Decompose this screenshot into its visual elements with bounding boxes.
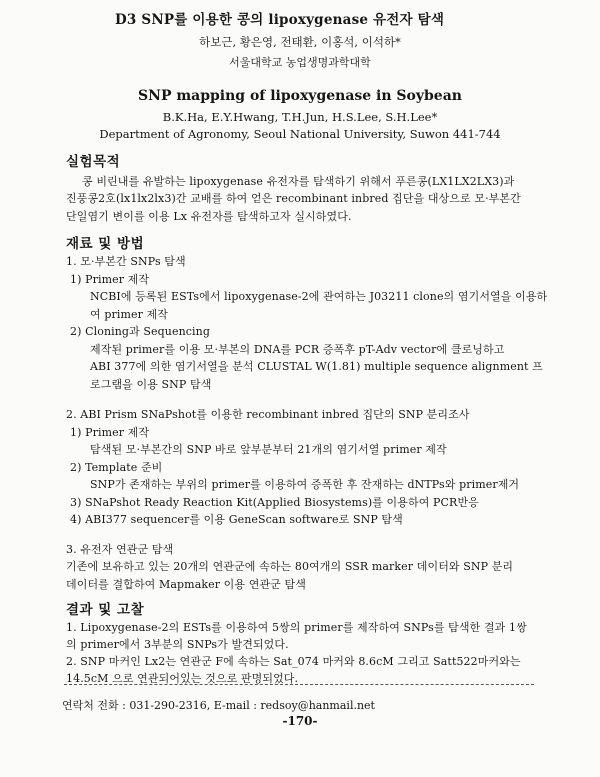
methods-line: 2) Cloning과 Sequencing (70, 325, 210, 338)
methods-line: 1) Primer 제작 (70, 426, 150, 439)
purpose-line: 콩 비린내를 유발하는 lipoxygenase 유전자를 탐색하기 위해서 푸른콩(LX1LX2LX3)과 (82, 175, 515, 188)
purpose-line: 진풍콩2호(lx1lx2lx3)간 교배를 하여 얻은 recombinant inbred 집단을 대상으로 모·부본간 (66, 192, 521, 205)
results-line: 의 primer에서 3부분의 SNPs가 발견되었다. (66, 638, 289, 651)
page-number: -170- (282, 714, 318, 728)
methods-line: 3. 유전자 연관군 탐색 (66, 543, 174, 556)
paper-title-korean: D3 SNP를 이용한 콩의 lipoxygenase 유전자 탐색 (115, 12, 445, 28)
methods-line: 3) SNaPshot Ready Reaction Kit(Applied Biosystems)를 이용하여 PCR반응 (70, 496, 479, 509)
authors-korean: 하보근, 황은영, 전태환, 이홍석, 이석하* (199, 35, 401, 49)
methods-line: 로그램을 이용 SNP 탐색 (90, 378, 212, 391)
affiliation-korean: 서울대학교 농업생명과학대학 (229, 56, 371, 69)
methods-heading: 재료 및 방법 (66, 236, 145, 252)
methods-line: 탐색된 모·부본간의 SNP 바로 앞부분부터 21개의 염기서열 primer 제작 (90, 443, 447, 456)
methods-line: 2) Template 준비 (70, 461, 163, 474)
purpose-line: 단일염기 변이를 이용 Lx 유전자를 탐색하고자 실시하였다. (66, 210, 352, 223)
results-line: 2. SNP 마커인 Lx2는 연관군 F에 속하는 Sat_074 마커와 8.6cM 그리고 Satt522마커와는 (66, 655, 521, 668)
methods-line: NCBI에 등록된 ESTs에서 lipoxygenase-2에 관여하는 J03211 clone의 염기서열을 이용하 (90, 290, 548, 303)
paper-title-english: SNP mapping of lipoxygenase in Soybean (138, 88, 462, 104)
methods-line: 4) ABI377 sequencer를 이용 GeneScan software로 SNP 탐색 (70, 513, 403, 526)
results-heading: 결과 및 고찰 (66, 602, 145, 618)
methods-line: 여 primer 제작 (90, 308, 168, 321)
methods-line: 기존에 보유하고 있는 20개의 연관군에 속하는 80여개의 SSR marker 데이터와 SNP 분리 (66, 560, 514, 573)
results-line: 14.5cM 으로 연관되어있는 것으로 판명되었다. (66, 672, 299, 685)
contact-info: 연락처 전화 : 031-290-2316, E-mail : redsoy@hanmail.net (62, 699, 375, 712)
methods-line: 데이터를 결합하여 Mapmaker 이용 연관군 탐색 (66, 578, 306, 591)
methods-line: 1. 모·부본간 SNPs 탐색 (66, 255, 186, 268)
methods-line: SNP가 존재하는 부위의 primer를 이용하여 증폭한 후 잔재하는 dNTPs와 primer제거 (90, 478, 520, 491)
footer-divider (64, 684, 534, 685)
purpose-heading: 실험목적 (66, 154, 121, 170)
methods-line: ABI 377에 의한 염기서열을 분석 CLUSTAL W(1.81) multiple sequence alignment 프 (90, 360, 543, 373)
methods-line: 2. ABI Prism SNaPshot를 이용한 recombinant inbred 집단의 SNP 분리조사 (66, 408, 470, 421)
methods-line: 제작된 primer를 이용 모·부본의 DNA를 PCR 증폭후 pT-Adv vector에 클로닝하고 (90, 343, 505, 356)
department-english: Department of Agronomy, Seoul National University, Suwon 441-744 (99, 127, 501, 141)
authors-english: B.K.Ha, E.Y.Hwang, T.H.Jun, H.S.Lee, S.H.Lee* (162, 110, 438, 124)
methods-line: 1) Primer 제작 (70, 273, 150, 286)
results-line: 1. Lipoxygenase-2의 ESTs를 이용하여 5쌍의 primer를 제작하여 SNPs를 탐색한 결과 1쌍 (66, 621, 527, 634)
